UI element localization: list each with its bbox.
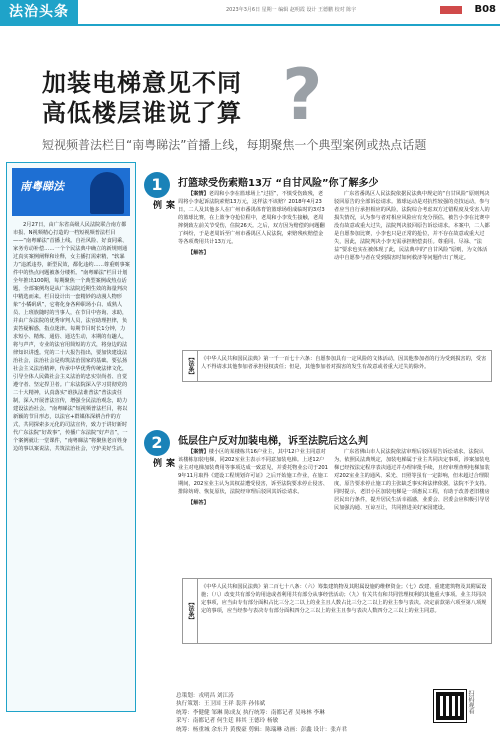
case-2-right-column xyxy=(334,448,490,572)
case-2-facts: 楼小区的某楼栋共16户业主，其中12户业主同意对该楼栋加装电梯，同202室业主表示不同意加装电梯。上述12户业主对电梯加装费用等事项达成一致意见，并委托物业公司于2019年11月取得《建设工程规划许可证》之后开始施工作业，在施工期间，202室业主认为其权益遭受侵害，诉至法院要求停止侵害、排除妨碍、恢复原状，法院经审理后驳回其诉讼请求。 xyxy=(178,449,328,495)
headline xyxy=(42,68,242,128)
case-2-title: 低层住户反对加装电梯，诉至法院后这么判 xyxy=(178,436,368,447)
case-1-law-box xyxy=(182,350,492,382)
case-1-judgment-label: 【解答】 xyxy=(188,250,209,256)
sidebar-column xyxy=(6,162,136,712)
case-2-number: 2 xyxy=(144,430,170,456)
case-2-law-tag: 【法条】 xyxy=(183,579,198,643)
case-2-judgment-label: 【解答】 xyxy=(188,500,209,506)
case-1-judgment: 广东省番禺区人民法院依据民法典中规定的“自甘风险”原则判决驳回原告的全部诉讼请求。篮球运动是对抗性较强的竞技运动，参与者应当自行承担相应的风险，法院综合考虑双方过错程度及受害人的损失情况，认为参与者对相应风险应有充分预估，被告小李在比赛中没有故意或重大过失，法院判决驳回原告诉讼请求。本案中，二人都是自愿参加比赛，小李也只是正常的抢位，并不存在故意或重大过失，因此，法院判决小李无需承担赔偿责任。尊重同、尽禄、“法益”要求也实在被体现了此，民法典中的“自甘风险”原则，为文体活动中自愿参与者在受到损害时如何救济等问题作出了规定。 xyxy=(334,191,490,261)
page-number: B08 xyxy=(474,4,496,15)
case-1-facts: 老周和小李在篮球场上“过招”，不慎受伤致残，老周将小李起诉法院索赔13万元，这样法不该赔？2018年4月23日，二人及其他多人在广州市番禺体育馆篮球场组成临时的3对3的篮球比赛，在上篮争夺抢位程中，老周和小李发生接触，老周摔倒致左前关节受伤，住院26天。之后，双方因为赔偿的问题翻了纠纷，于是老周诉至广州市番禺区人民法院，索赔残疾赔偿金等各项费用共计13万元。 xyxy=(178,191,325,245)
qr-code-label: 扫码观看 xyxy=(467,690,474,714)
case-2-label: 案例 xyxy=(151,458,174,469)
sidebar-banner-title: 南粤睇法 xyxy=(20,180,64,193)
subtitle: 短视频普法栏目“南粤睇法”首播上线，每期聚焦一个典型案例或热点话题 xyxy=(42,138,427,152)
credits-line-3: 统筹：李健健 邹琳 陈成友 执行统筹：南都记者 吴咏林 李琳 xyxy=(176,709,325,716)
credits-line-4: 采写：南都记者 何生廷 韩其 王德玲 杨敏 xyxy=(176,718,279,725)
credits xyxy=(176,692,416,734)
headline-line-2: 高低楼层谁说了算 xyxy=(42,99,242,127)
case-1-left-column xyxy=(178,190,328,346)
case-2-left-column xyxy=(178,448,328,572)
sidebar-banner xyxy=(12,168,130,216)
credits-line-1: 总策划：戎明昌 刘江涛 xyxy=(176,693,234,699)
header-badge xyxy=(440,6,462,14)
credits-line-5: 统筹：杨重城 余东升 黄俊豪 剪辑：陈瑞琳 动画：彭鑫 设计：张卉君 xyxy=(176,726,348,733)
qr-code-icon[interactable] xyxy=(434,690,466,722)
section-logo: 法治头条 xyxy=(0,0,78,24)
case-2-facts-label: 【案情】 xyxy=(188,449,209,455)
issue-meta: 2023年3月6日 星期一 编辑 赵明霞 设计 王德鹏 校对 陈宇 xyxy=(226,7,357,13)
page-header xyxy=(0,0,500,24)
case-1-law-text: 《中华人民共和国民法典》第一千一百七十六条：自愿参加具有一定风险的文体活动，因其他参加者的行为受到损害的，受害人不得请求其他参加者承担侵权责任；但是，其他参加者对损害的发生有故意或者重大过失的除外。 xyxy=(201,356,487,370)
headline-line-1: 加装电梯意见不同 xyxy=(42,69,242,97)
case-1-title: 打篮球受伤索赔13万 “自甘风险”你了解多少 xyxy=(178,178,379,189)
case-1-law-tag: 【法条】 xyxy=(183,351,198,381)
question-mark-graphic: ? xyxy=(282,54,323,136)
qr-code-pattern xyxy=(440,696,460,716)
case-1-facts-label: 【案情】 xyxy=(188,191,209,197)
credits-line-2: 执行策划：王卫国 王祥 裴萍 孙伟斌 xyxy=(176,701,266,708)
case-2-judgment: 广东省佛山市人民法院依法审理后驳回原告诉讼请求。法院认为，依照民法典规定，加装电梯属于业主共同决定事项，涉案加装电梯已经按法定程序表决通过并办理审批手续，且经审理查明电梯加装对202室业主的通风、采光、日照等虽有一定影响，但未超过合理限度，原告要求停止施工的主张缺乏事实和法律依据，法院不予支持。同时提示，老旧小区加装电梯是一项惠民工程，有助于改善老旧楼房居民出行条件，提升居民生活幸福感，业委会、居委会应积极引导居民加强沟通、互谅互让，共同推进美好家园建设。 xyxy=(334,449,490,511)
header-divider xyxy=(0,24,500,26)
sidebar-text: 2月27日，由广东省高级人民法院联合南方都市报、N视频精心打造的一档短视频普法栏目——“南粤睇法”首播上线。自社风险、好食同乘、家务劳动补偿……一个个民法典中确立的新规则通过真实案例阐释和诠释，女主播打需索精，“软暴力”违派违券，新型民效，都化违约……尊重则事案件中的热点问题被条分缕析。“南粤睇法”栏目计划全年推出100期，每期聚焦一个典型案例或热点话题，全部案例均是从广东法院近期生效的海量判决中精选而来。栏目设计出一套精妙的动漫人物形象“小橘矾矾”，它将化身各种职场小白、成熟人员、上班族随时的当事人，在节目中咨询、求助，并由广东法院的优秀审判人员，法官助理担律，负责答疑解惑，指点迷津。每期节目时长1分钟，力求短小、精炼、通俗、通达生动，本期的有趣人，将与声声，专业的法官用简短的方式，将身边的法律知识讲透。党的二十大报告指出，要加快建设法治社会，法治社会是构筑法治国家的基础。要弘扬社会主义法治精神，传承中华优秀传统法律文化，引导全体人民做社会主义法治的忠实崇尚者、自觉遵守者、坚定捍卫者。广东法院深入学习贯彻党的二十大精神，认真落实“谁执法谁普法”普法责任制，深入开展普法宣传，增强全民法治观念，助力建设法治社会。“南粤睇法”短视频普法栏目，将以新颖的节目形态，以法官+群媒体深耕合作的方式，共同探索多元化的司法宣传，致力于讲好新时代广东法院“好故事”，传播广东法院“好声音”，一个案例就让一堂课件，“南粤睇法”将聚焦老百姓身边的事以案说法，共筑法治社会，守护美好生活。 xyxy=(13,222,130,452)
case-1-number: 1 xyxy=(144,172,170,198)
case-1-right-column xyxy=(334,190,490,346)
case-1-label: 案例 xyxy=(151,200,174,211)
judge-figure-icon xyxy=(90,172,124,214)
case-2-law-box xyxy=(182,578,492,644)
case-2-law-text: 《中华人民共和国民法典》第二百七十八条：（六）筹集建筑物及其附属设施的维修资金；（七）改建、重建建筑物及其附属设施；（八）改变共有部分的用途或者利用共有部分从事经营活动；（九）有关共有和共同管理权利的其他重大事项。业主共同决定事项，应当由专有部分面积占比三分之二以上的业主且人数占比三分之二以上的业主参与表决。决定前款第六项至第八项规定的事项，应当经参与表决专有部分面积四分之三以上的业主且参与表决人数四分之三以上的业主同意。 xyxy=(201,584,487,614)
